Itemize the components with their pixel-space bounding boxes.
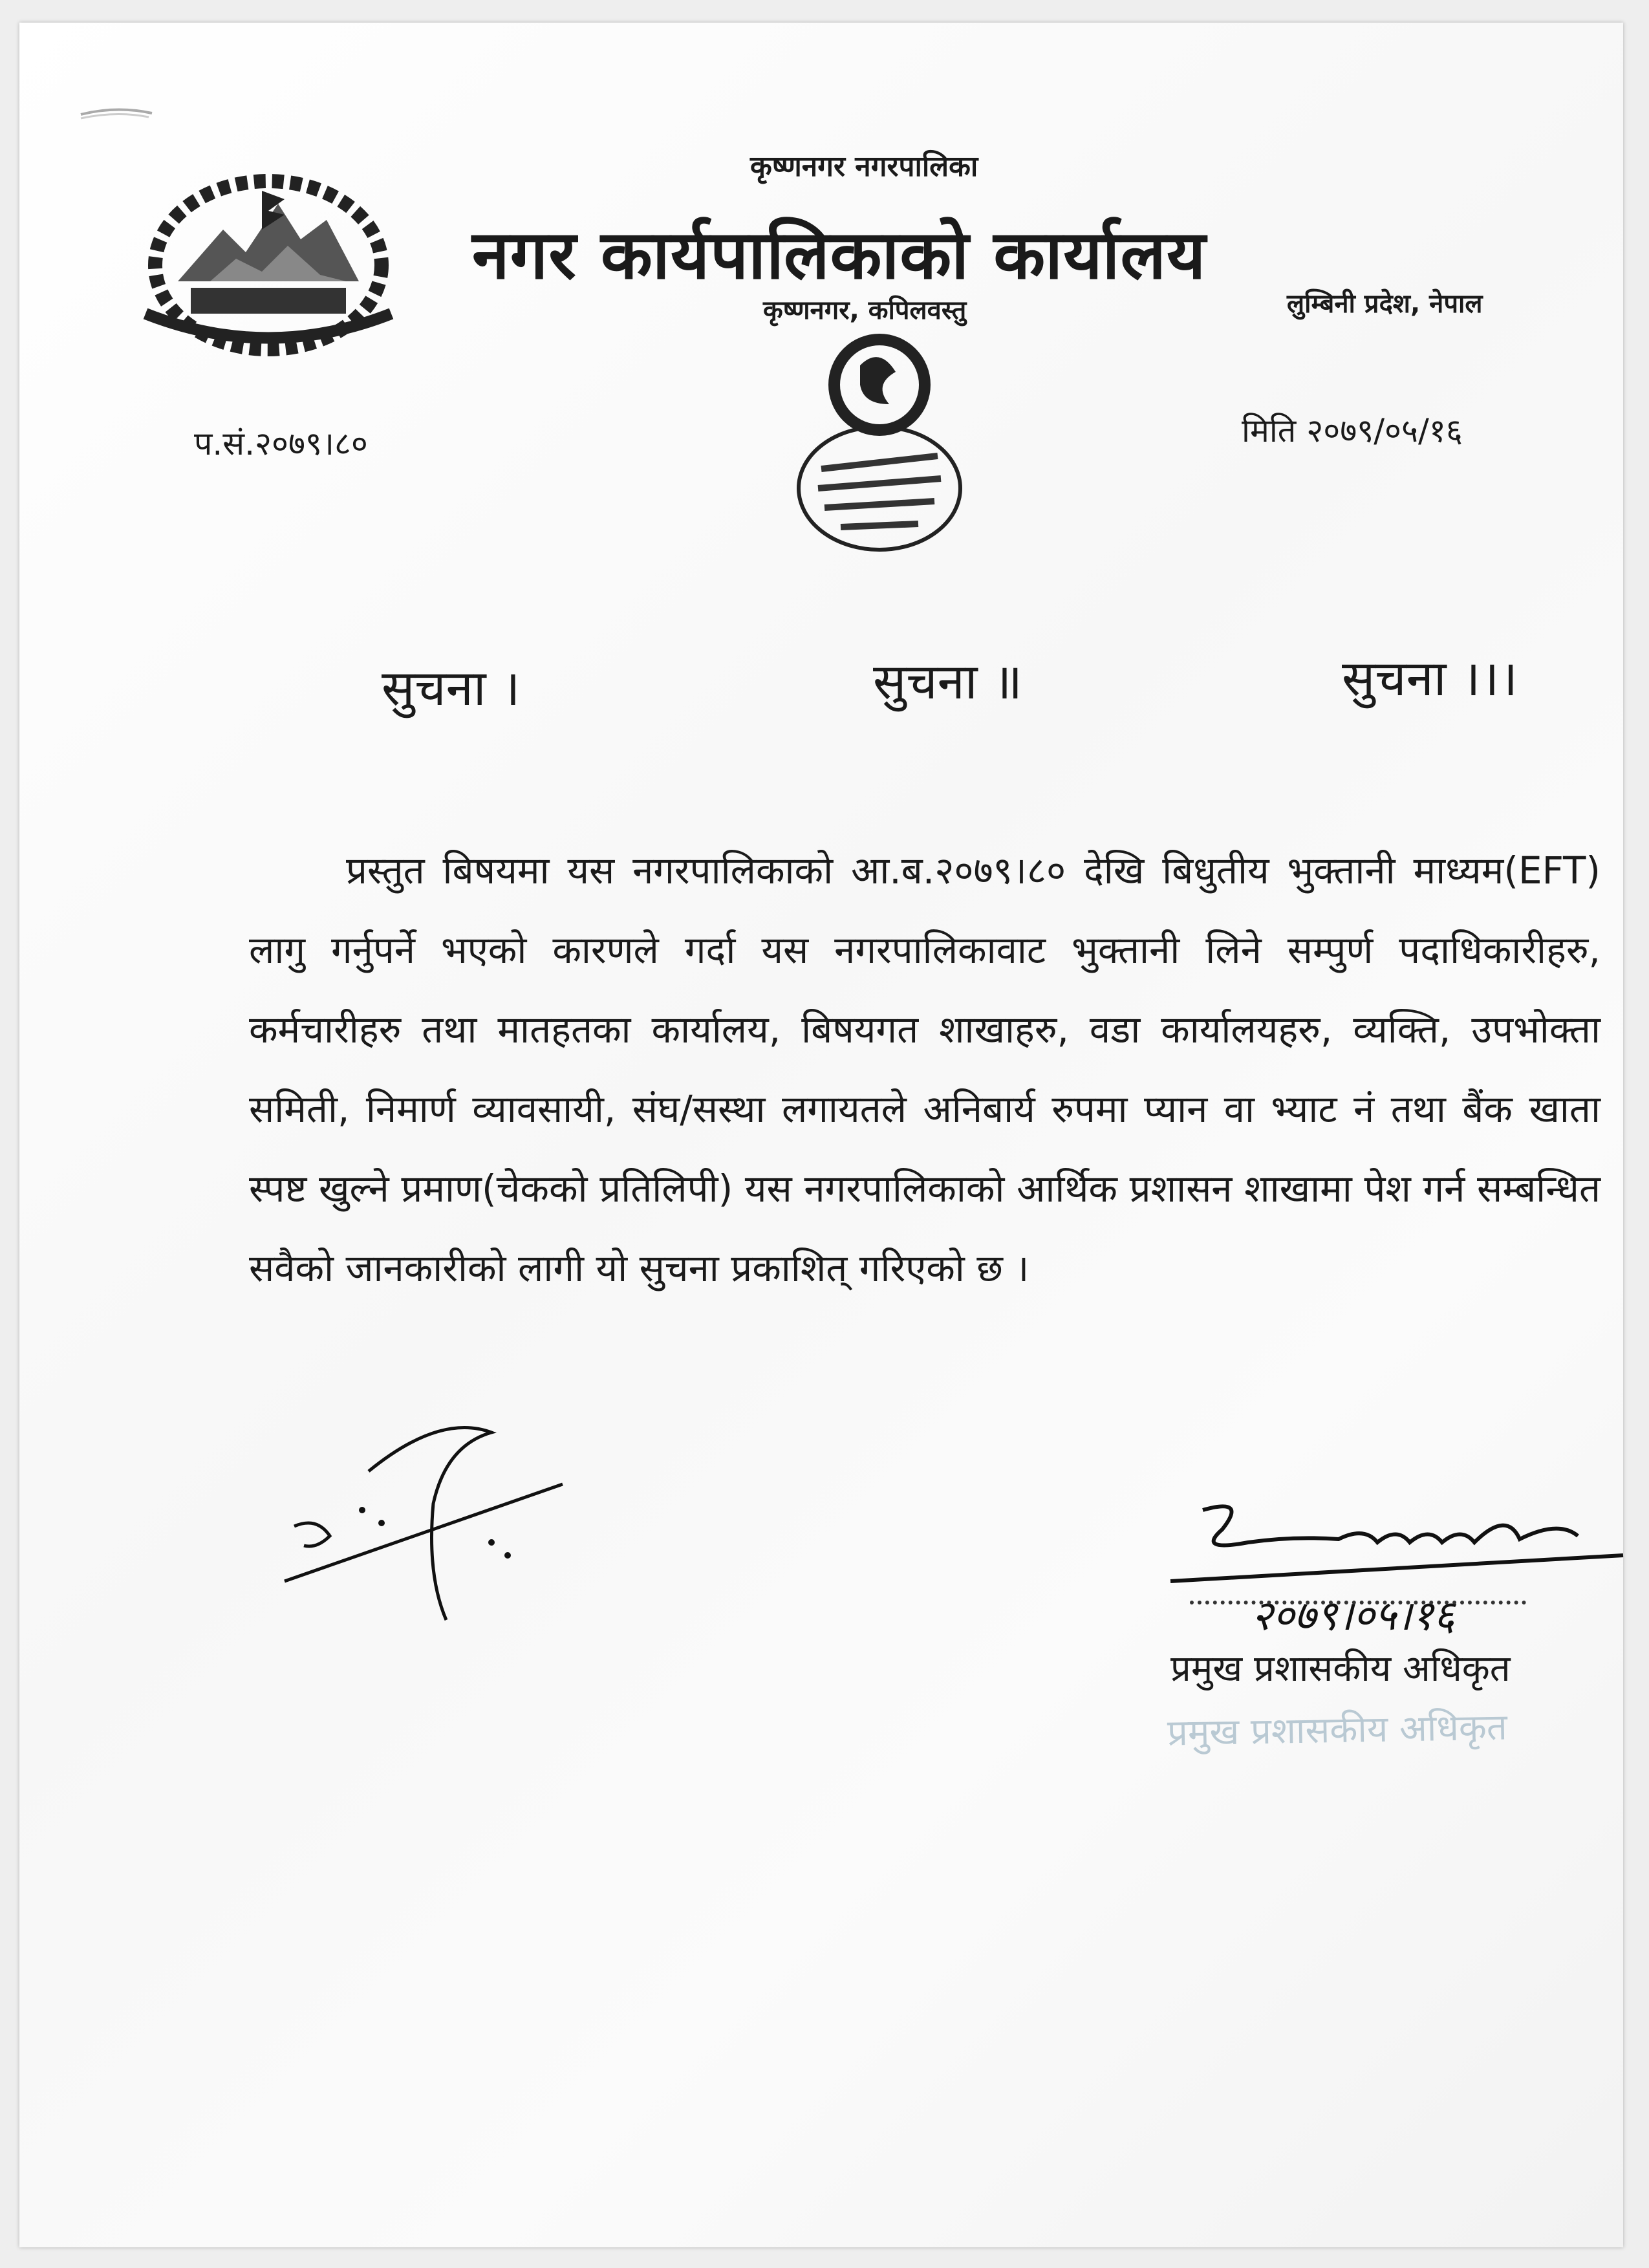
notice-body: प्रस्तुत बिषयमा यस नगरपालिकाको आ.ब.२०७९।८० देखि बिधुतीय भुक्तानी माध्यम(EFT) लागु गर्नुपर्ने भएको कारणले गर्दा यस नगरपालिकावाट भुक्तानी लिने सम्पुर्ण पदाधिकारीहरु, कर्मचारीहरु तथा मातहतका कार्यालय, बिषयगत शाखाहरु, वडा कार्यालयहरु, व्यक्ति, उपभोक्ता समिती, निमार्ण व्यावसायी, संघ/सस्था लगायतले अनिबार्य रुपमा प्यान वा भ्याट नं तथा बैंक खाता स्पष्ट खुल्ने प्रमाण(चेकको प्रतिलिपी) यस नगरपालिकाको आर्थिक प्रशासन शाखामा पेश गर्न सम्बन्धित सवैको जानकारीको लागी यो सुचना प्रकाशित् गरिएको छ ।	[249, 848, 1600, 1290]
office-stamp-icon	[782, 327, 976, 559]
notice-heading-3: सुचना ।।।	[1342, 649, 1518, 707]
designation-seal: प्रमुख प्रशासकीय अधिकृत	[1167, 1706, 1508, 1755]
reference-number: प.सं.२०७९।८०	[194, 425, 368, 462]
designation: प्रमुख प्रशासकीय अधिकृत	[1170, 1648, 1511, 1690]
nepal-emblem-icon	[133, 168, 404, 362]
address-left: कृष्णनगर, कपिलवस्तु	[763, 296, 967, 325]
municipality-name: कृष्णनगर नगरपालिका	[750, 150, 978, 183]
office-title: नगर कार्यपालिकाको कार्यालय	[472, 215, 1207, 294]
letter-date: मिति २०७९/०५/१६	[1242, 412, 1463, 449]
signature-line	[1190, 1601, 1526, 1604]
left-signature-icon	[278, 1413, 569, 1626]
document-page	[19, 23, 1623, 2247]
staple-mark	[78, 100, 155, 126]
officer-signature-icon	[1145, 1491, 1636, 1665]
notice-heading-1: सुचना ।	[382, 659, 521, 717]
notice-heading-2: सुचना ॥	[873, 653, 1023, 710]
signature-date: २०७९।०५।१६	[1251, 1592, 1455, 1640]
address-right: लुम्बिनी प्रदेश, नेपाल	[1287, 289, 1483, 319]
